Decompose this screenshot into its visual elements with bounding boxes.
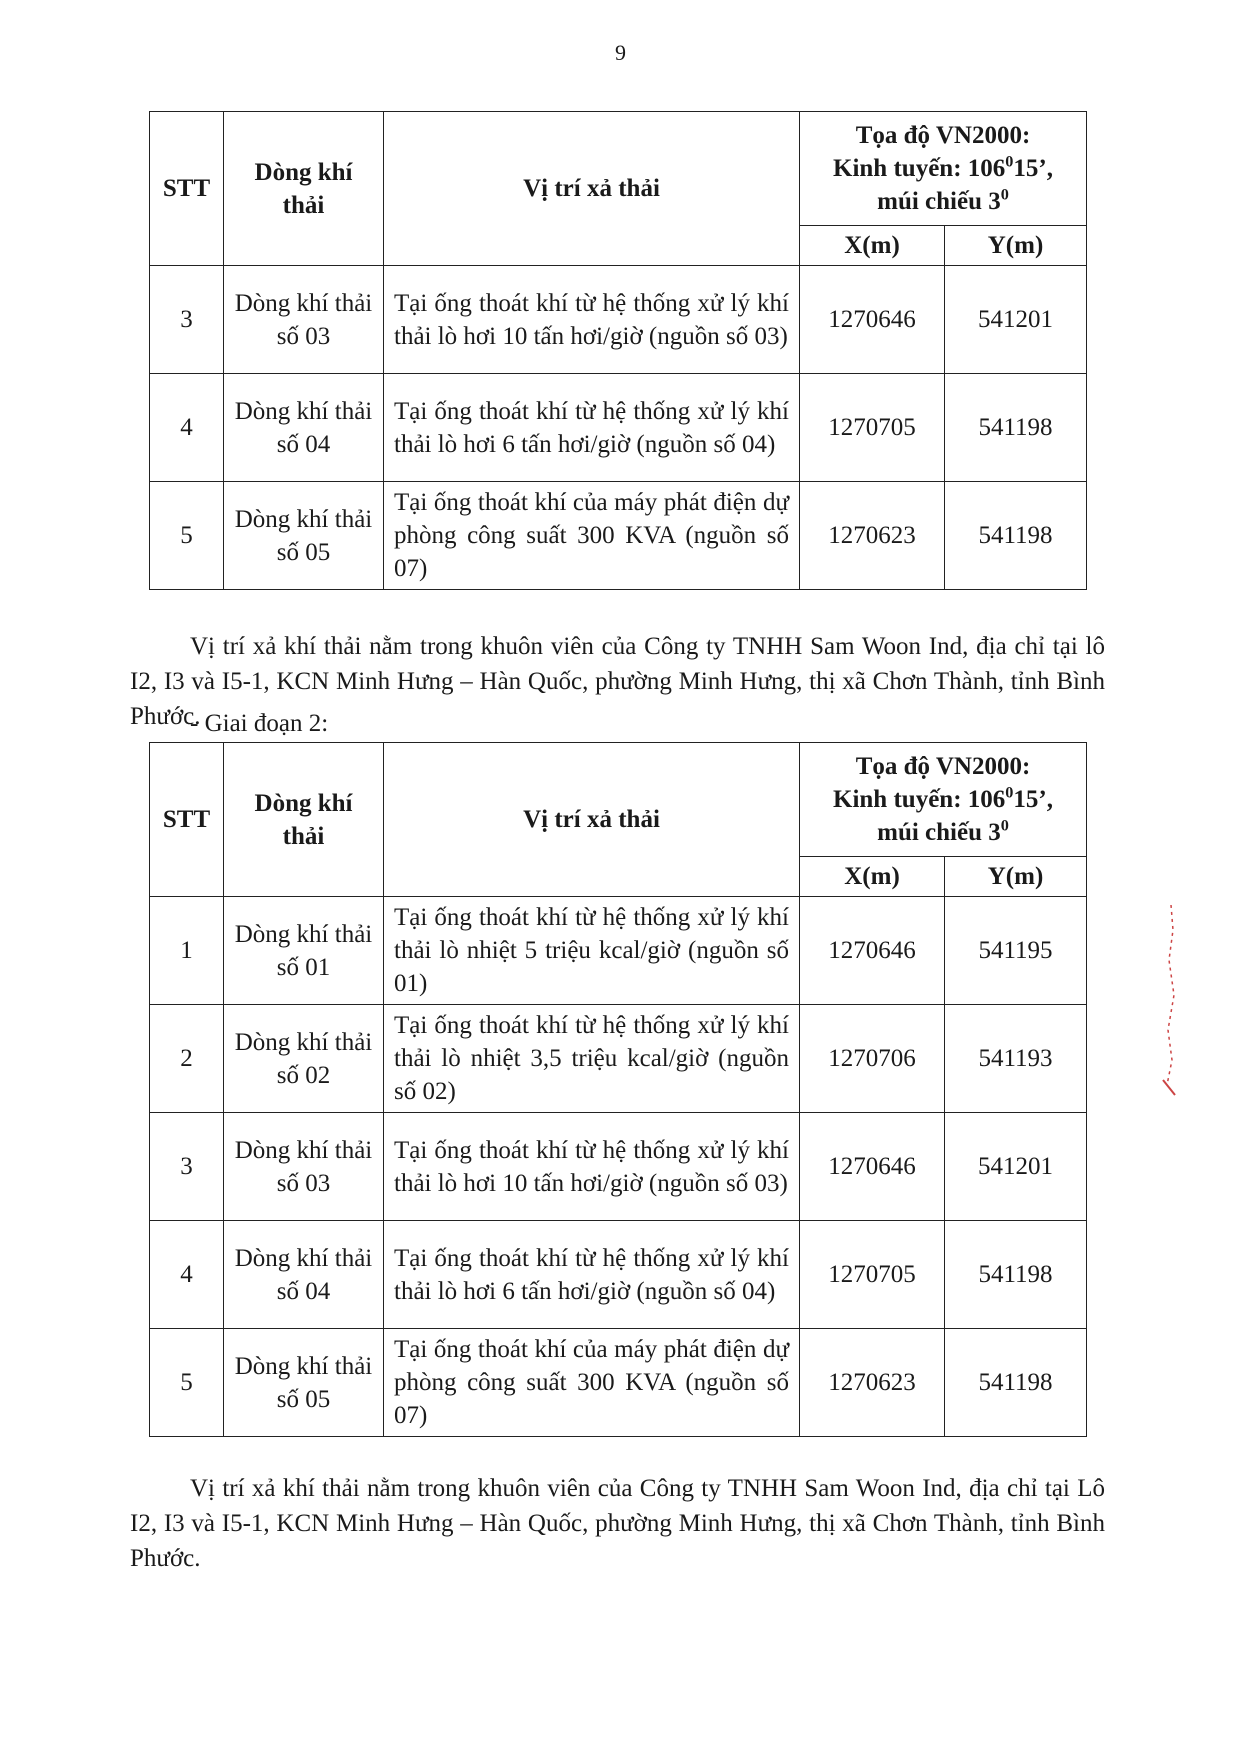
cell-x: 1270646 (800, 897, 945, 1005)
cell-y: 541198 (945, 1329, 1087, 1437)
cell-stream: Dòng khí thải số 05 (224, 1329, 384, 1437)
table-row (150, 897, 1087, 1005)
cell-y: 541198 (945, 1221, 1087, 1329)
table-row (150, 266, 1087, 374)
cell-x: 1270623 (800, 482, 945, 590)
cell-stream: Dòng khí thải số 04 (224, 1221, 384, 1329)
cell-stream: Dòng khí thải số 01 (224, 897, 384, 1005)
table-row (150, 1221, 1087, 1329)
cell-x: 1270705 (800, 374, 945, 482)
header-x: X(m) (800, 226, 945, 266)
table-row (150, 1329, 1087, 1437)
cell-x: 1270706 (800, 1005, 945, 1113)
cell-location: Tại ống thoát khí từ hệ thống xử lý khí thải lò nhiệt 5 triệu kcal/giờ (nguồn số 01) (384, 897, 800, 1005)
header-stream: Dòng khí thải (224, 112, 384, 266)
cell-location: Tại ống thoát khí từ hệ thống xử lý khí thải lò nhiệt 3,5 triệu kcal/giờ (nguồn số 02) (384, 1005, 800, 1113)
cell-x: 1270705 (800, 1221, 945, 1329)
header-coordinates (800, 743, 1087, 857)
cell-stream: Dòng khí thải số 03 (224, 1113, 384, 1221)
header-x: X(m) (800, 857, 945, 897)
margin-seal-mark (1159, 900, 1181, 1100)
cell-x: 1270646 (800, 1113, 945, 1221)
page-number: 9 (615, 40, 626, 65)
header-location: Vị trí xả thải (384, 743, 800, 897)
table-row (150, 1005, 1087, 1113)
cell-stt: 3 (150, 266, 224, 374)
cell-y: 541195 (945, 897, 1087, 1005)
cell-y: 541201 (945, 1113, 1087, 1221)
header-stt: STT (150, 743, 224, 897)
cell-location: Tại ống thoát khí của máy phát điện dự phòng công suất 300 KVA (nguồn số 07) (384, 1329, 800, 1437)
location-note-phase2: Vị trí xả khí thải nằm trong khuôn viên của Công ty TNHH Sam Woon Ind, địa chỉ tại Lô I2, I3 và I5-1, KCN Minh Hưng – Hàn Quốc, phường Minh Hưng, thị xã Chơn Thành, tỉnh Bình Phước. (130, 1475, 1105, 1572)
cell-stt: 3 (150, 1113, 224, 1221)
cell-location: Tại ống thoát khí của máy phát điện dự phòng công suất 300 KVA (nguồn số 07) (384, 482, 800, 590)
header-stream: Dòng khí thải (224, 743, 384, 897)
cell-stt: 5 (150, 482, 224, 590)
phase2-label: - Giai đoạn 2: (190, 710, 329, 737)
cell-x: 1270623 (800, 1329, 945, 1437)
cell-location: Tại ống thoát khí từ hệ thống xử lý khí thải lò hơi 6 tấn hơi/giờ (nguồn số 04) (384, 1221, 800, 1329)
location-note-phase1: Vị trí xả khí thải nằm trong khuôn viên của Công ty TNHH Sam Woon Ind, địa chỉ tại lô I2, I3 và I5-1, KCN Minh Hưng – Hàn Quốc, phường Minh Hưng, thị xã Chơn Thành, tỉnh Bình Phước. (130, 633, 1105, 730)
cell-stream: Dòng khí thải số 04 (224, 374, 384, 482)
cell-stream: Dòng khí thải số 02 (224, 1005, 384, 1113)
emission-table-phase1 (149, 111, 1087, 590)
cell-stream: Dòng khí thải số 03 (224, 266, 384, 374)
cell-stt: 2 (150, 1005, 224, 1113)
cell-location: Tại ống thoát khí từ hệ thống xử lý khí thải lò hơi 10 tấn hơi/giờ (nguồn số 03) (384, 266, 800, 374)
cell-stt: 4 (150, 1221, 224, 1329)
cell-y: 541193 (945, 1005, 1087, 1113)
cell-stt: 4 (150, 374, 224, 482)
emission-table-phase2 (149, 742, 1087, 1437)
table-row (150, 374, 1087, 482)
table-row (150, 482, 1087, 590)
coord-line1: Tọa độ VN2000: (855, 753, 1031, 780)
cell-stream: Dòng khí thải số 05 (224, 482, 384, 590)
cell-x: 1270646 (800, 266, 945, 374)
header-stt: STT (150, 112, 224, 266)
cell-location: Tại ống thoát khí từ hệ thống xử lý khí thải lò hơi 6 tấn hơi/giờ (nguồn số 04) (384, 374, 800, 482)
cell-y: 541198 (945, 482, 1087, 590)
cell-y: 541198 (945, 374, 1087, 482)
coord-line2: Kinh tuyến: $106^015$’, (833, 152, 1053, 182)
cell-stt: 5 (150, 1329, 224, 1437)
header-y: Y(m) (945, 226, 1087, 266)
header-y: Y(m) (945, 857, 1087, 897)
cell-location: Tại ống thoát khí từ hệ thống xử lý khí thải lò hơi 10 tấn hơi/giờ (nguồn số 03) (384, 1113, 800, 1221)
coord-line3: múi chiếu $3^0$ (877, 185, 1009, 215)
cell-stt: 1 (150, 897, 224, 1005)
coord-line2: Kinh tuyến: $106^015$’, (833, 783, 1053, 813)
coord-line1: Tọa độ VN2000: (855, 122, 1031, 149)
cell-y: 541201 (945, 266, 1087, 374)
header-coordinates (800, 112, 1087, 226)
coord-line3: múi chiếu $3^0$ (877, 816, 1009, 846)
header-location: Vị trí xả thải (384, 112, 800, 266)
table-row (150, 1113, 1087, 1221)
